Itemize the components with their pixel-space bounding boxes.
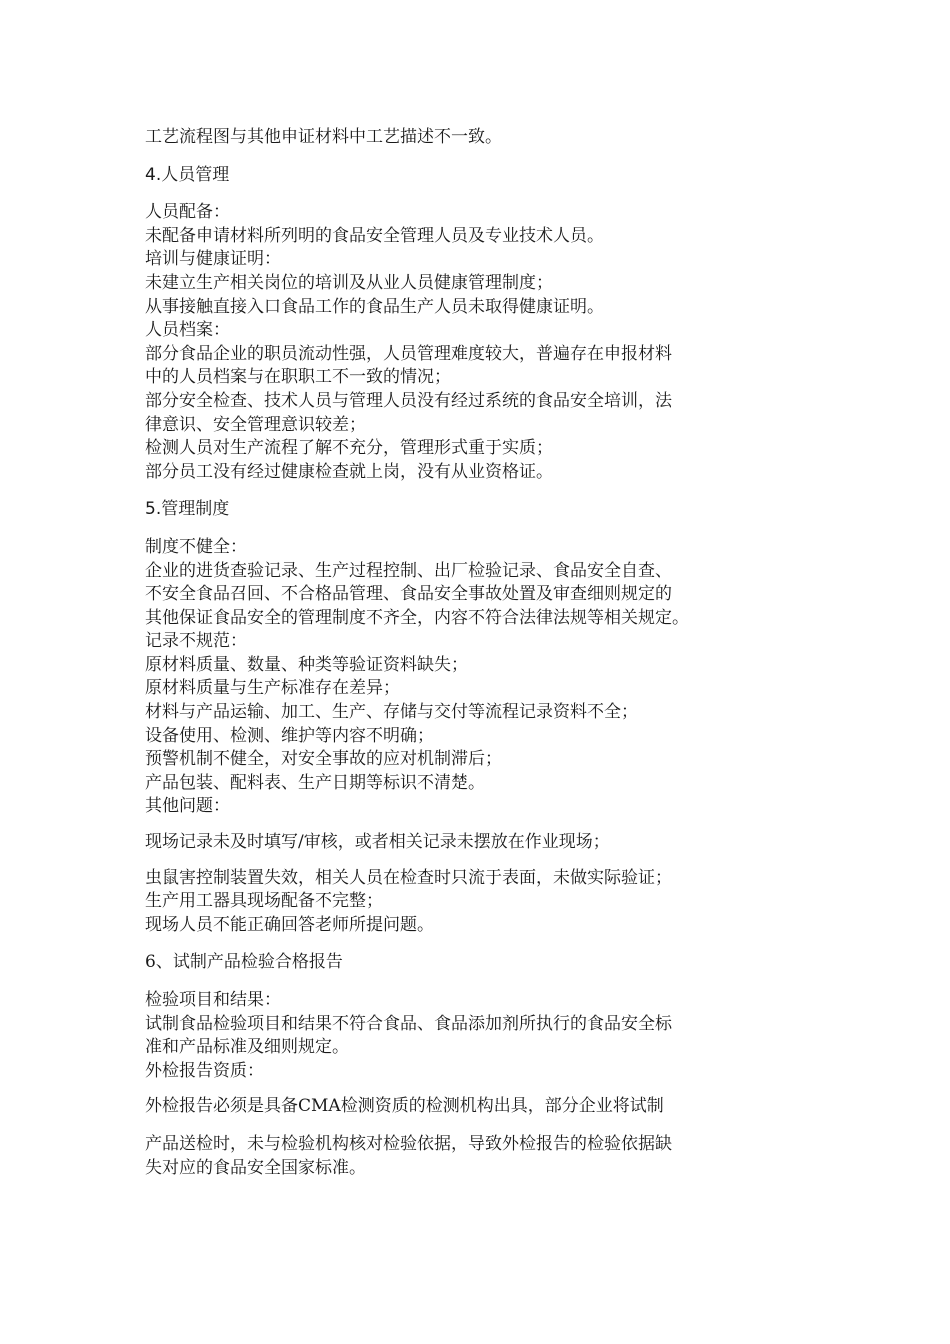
section-4-heading: 4.人员管理 — [145, 164, 230, 185]
paragraph-line: 预警机制不健全，对安全事故的应对机制滞后； — [145, 749, 502, 770]
paragraph-line: 准和产品标准及细则规定。 — [145, 1037, 349, 1058]
paragraph-line: 其他保证食品安全的管理制度不齐全，内容不符合法律法规等相关规定。 — [145, 607, 689, 628]
paragraph-line: 试制食品检验项目和结果不符合食品、食品添加剂所执行的食品安全标 — [145, 1013, 672, 1034]
paragraph-line: 产品包装、配料表、生产日期等标识不清楚。 — [145, 772, 485, 793]
paragraph-line: 部分员工没有经过健康检查就上岗，没有从业资格证。 — [145, 461, 553, 482]
paragraph-line: 其他问题： — [145, 796, 230, 817]
paragraph-line: 检测人员对生产流程了解不充分，管理形式重于实质； — [145, 438, 553, 459]
paragraph-line: 检验项目和结果： — [145, 990, 281, 1010]
paragraph-line: 原材料质量与生产标准存在差异； — [145, 678, 400, 699]
paragraph-line: 产品送检时，未与检验机构核对检验依据，导致外检报告的检验依据缺 — [145, 1133, 672, 1154]
paragraph-line: 失对应的食品安全国家标准。 — [145, 1157, 366, 1178]
paragraph-line: 原材料质量、数量、种类等验证资料缺失； — [145, 654, 468, 675]
paragraph-line: 未配备申请材料所列明的食品安全管理人员及专业技术人员。 — [145, 225, 604, 246]
document-page — [145, 126, 835, 1180]
paragraph-line: 人员配备： — [145, 202, 230, 223]
paragraph-line: 外检报告资质： — [145, 1060, 264, 1081]
section-6-heading: 6、试制产品检验合格报告 — [145, 952, 343, 973]
section-5-body — [145, 536, 835, 819]
paragraph-line: 中的人员档案与在职职工不一致的情况； — [145, 367, 451, 388]
section-5-heading: 5.管理制度 — [145, 499, 230, 520]
paragraph-line: 律意识、安全管理意识较差； — [145, 414, 366, 435]
other-issues-list — [145, 867, 835, 938]
paragraph-line: 部分安全检查、技术人员与管理人员没有经过系统的食品安全培训，法 — [145, 390, 672, 411]
paragraph-line: 制度不健全： — [145, 536, 247, 557]
paragraph-line: 记录不规范： — [145, 631, 247, 652]
paragraph-line: 部分食品企业的职员流动性强，人员管理难度较大，普遍存在申报材料 — [145, 343, 672, 364]
paragraph-line: 现场人员不能正确回答老师所提问题。 — [145, 914, 434, 935]
section-6-body — [145, 989, 835, 1083]
paragraph-line: 生产用工器具现场配备不完整； — [145, 891, 383, 912]
intro-line: 工艺流程图与其他申证材料中工艺描述不一致。 — [145, 127, 502, 147]
final-paragraph — [145, 1133, 835, 1180]
cma-line: 外检报告必须是具备CMA检测资质的检测机构出具，部分企业将试制 — [145, 1096, 664, 1117]
paragraph-line: 未建立生产相关岗位的培训及从业人员健康管理制度； — [145, 272, 553, 293]
other-issue-line: 现场记录未及时填写/审核，或者相关记录未摆放在作业现场； — [145, 832, 610, 853]
paragraph-line: 企业的进货查验记录、生产过程控制、出厂检验记录、食品安全自查、 — [145, 560, 672, 581]
paragraph-line: 设备使用、检测、维护等内容不明确； — [145, 725, 434, 746]
paragraph-line: 人员档案： — [145, 320, 230, 341]
paragraph-line: 虫鼠害控制装置失效，相关人员在检查时只流于表面，未做实际验证； — [145, 867, 672, 888]
paragraph-line: 不安全食品召回、不合格品管理、食品安全事故处置及审查细则规定的 — [145, 584, 672, 605]
paragraph-line: 培训与健康证明： — [145, 249, 281, 270]
paragraph-line: 从事接触直接入口食品工作的食品生产人员未取得健康证明。 — [145, 296, 604, 317]
section-4-body — [145, 201, 835, 484]
paragraph-line: 材料与产品运输、加工、生产、存储与交付等流程记录资料不全； — [145, 702, 638, 723]
